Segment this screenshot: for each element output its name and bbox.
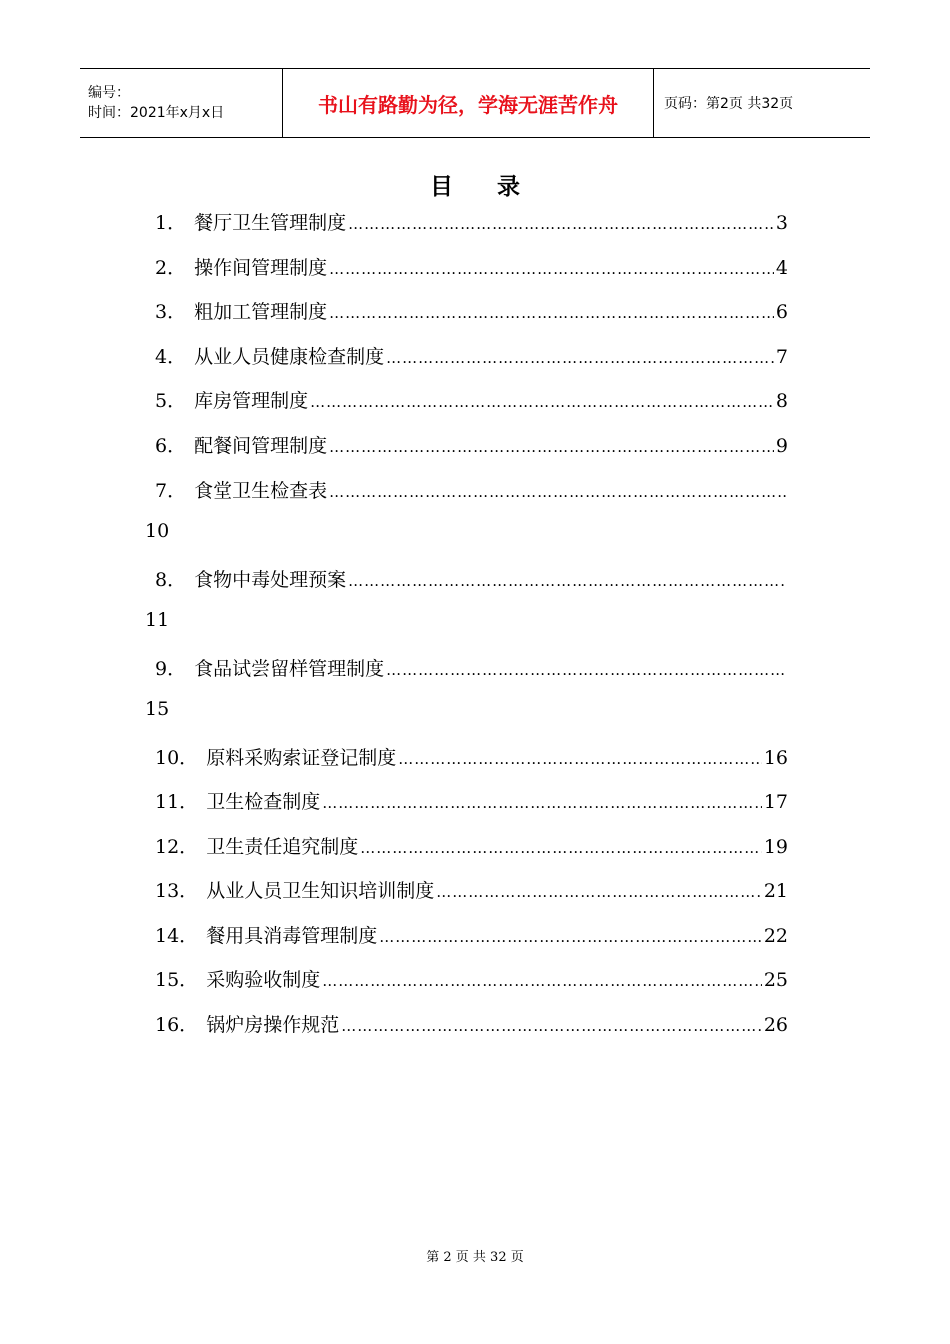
- toc-leader-dots: [398, 750, 762, 768]
- toc-entry-label: 锅炉房操作规范: [206, 1014, 340, 1036]
- toc-entry-page: 15: [145, 698, 170, 720]
- toc-entry-label: 粗加工管理制度: [194, 301, 328, 323]
- toc-entry-number: 14．: [155, 925, 199, 947]
- toc-title-char-1: 目: [430, 174, 453, 200]
- toc-entry-number: 5．: [155, 390, 187, 412]
- toc-leader-dots: [386, 661, 786, 679]
- toc-entry-number: 15．: [155, 969, 199, 991]
- toc-leader-dots: [348, 572, 786, 590]
- toc-entry-page: 4: [775, 257, 788, 279]
- toc-leader-dots: [329, 260, 774, 278]
- header-motto: 书山有路勤为径，学海无涯苦作舟: [282, 69, 654, 137]
- header-meta: [80, 69, 282, 137]
- toc-entry-number: 16．: [155, 1014, 199, 1036]
- toc-leader-dots: [329, 483, 786, 501]
- toc-entry-number: 6．: [155, 435, 187, 457]
- toc-leader-dots: [329, 304, 774, 322]
- toc-leader-dots: [360, 839, 762, 857]
- toc-entry-label: 采购验收制度: [206, 969, 321, 991]
- toc-entry-label: 餐厅卫生管理制度: [194, 212, 347, 234]
- toc-entry-page: 9: [775, 435, 788, 457]
- toc-entry-number: 10．: [155, 747, 199, 769]
- document-time: 时间：2021年x月x日: [88, 105, 225, 121]
- toc-entry-label: 食品试尝留样管理制度: [194, 658, 385, 680]
- toc-entry-label: 餐用具消毒管理制度: [206, 925, 378, 947]
- toc-entry[interactable]: [155, 654, 788, 682]
- toc-leader-dots: [379, 928, 762, 946]
- toc-entry-page: 21: [763, 880, 788, 902]
- toc-entry[interactable]: [155, 787, 788, 815]
- toc-title-char-2: 录: [497, 174, 520, 200]
- toc-entry[interactable]: [155, 342, 788, 370]
- toc-entry-label: 从业人员健康检查制度: [194, 346, 385, 368]
- toc-entry-page: 25: [763, 969, 788, 991]
- toc-entry-label: 操作间管理制度: [194, 257, 328, 279]
- toc-entry-page: 26: [763, 1014, 788, 1036]
- document-number-label: 编号：: [88, 85, 130, 101]
- toc-entry-number: 4．: [155, 346, 187, 368]
- toc-leader-dots: [436, 883, 762, 901]
- toc-leader-dots: [322, 972, 762, 990]
- toc-entry-label: 从业人员卫生知识培训制度: [206, 880, 435, 902]
- toc-entry[interactable]: [155, 253, 788, 281]
- toc-leader-dots: [329, 438, 774, 456]
- toc-entry-label: 库房管理制度: [194, 390, 309, 412]
- toc-entry[interactable]: [155, 565, 788, 593]
- toc-entry-label: 卫生责任追究制度: [206, 836, 359, 858]
- toc-entry[interactable]: [155, 208, 788, 236]
- toc-entry-page: 22: [763, 925, 788, 947]
- toc-entry-label: 卫生检查制度: [206, 791, 321, 813]
- toc-entry[interactable]: [155, 1010, 788, 1038]
- toc-entry-number: 12．: [155, 836, 199, 858]
- toc-leader-dots: [341, 1017, 762, 1035]
- toc-entry-number: 13．: [155, 880, 199, 902]
- toc-entry-label: 配餐间管理制度: [194, 435, 328, 457]
- toc-entry-page: 11: [145, 609, 170, 631]
- toc-entry-number: 7．: [155, 480, 187, 502]
- toc-entry-page: 17: [763, 791, 788, 813]
- toc-entry[interactable]: [155, 476, 788, 504]
- toc-entry-number: 3．: [155, 301, 187, 323]
- toc-leader-dots: [310, 393, 774, 411]
- toc-entry-page: 8: [775, 390, 788, 412]
- toc-entry-page: 3: [775, 212, 788, 234]
- toc-leader-dots: [348, 215, 774, 233]
- toc-entry-number: 1．: [155, 212, 187, 234]
- toc-entry-label: 食物中毒处理预案: [194, 569, 347, 591]
- toc-entry-number: 8．: [155, 569, 187, 591]
- toc-entry[interactable]: [155, 876, 788, 904]
- toc-leader-dots: [386, 349, 774, 367]
- toc-entry-label: 食堂卫生检查表: [194, 480, 328, 502]
- toc-entry-page: 16: [763, 747, 788, 769]
- toc-entry[interactable]: [155, 431, 788, 459]
- toc-leader-dots: [322, 794, 762, 812]
- toc-entry-number: 11．: [155, 791, 199, 813]
- toc-entry[interactable]: [155, 386, 788, 414]
- toc-entry-page: 10: [145, 520, 170, 542]
- page-header: [80, 68, 870, 138]
- toc-entry-page: 6: [775, 301, 788, 323]
- toc-entry-number: 2．: [155, 257, 187, 279]
- toc-entry[interactable]: [155, 921, 788, 949]
- toc-entry-number: 9．: [155, 658, 187, 680]
- toc-entry[interactable]: [155, 832, 788, 860]
- toc-entry[interactable]: [155, 297, 788, 325]
- page-footer: 第 2 页 共 32 页: [426, 1250, 524, 1265]
- toc-entry[interactable]: [155, 743, 788, 771]
- toc-entry-page: 7: [775, 346, 788, 368]
- toc-entry[interactable]: [155, 965, 788, 993]
- toc-entry-page: 19: [763, 836, 788, 858]
- toc-entry-label: 原料采购索证登记制度: [206, 747, 397, 769]
- header-page-info: 页码：第2页 共32页: [664, 96, 794, 112]
- toc-title: [0, 168, 950, 201]
